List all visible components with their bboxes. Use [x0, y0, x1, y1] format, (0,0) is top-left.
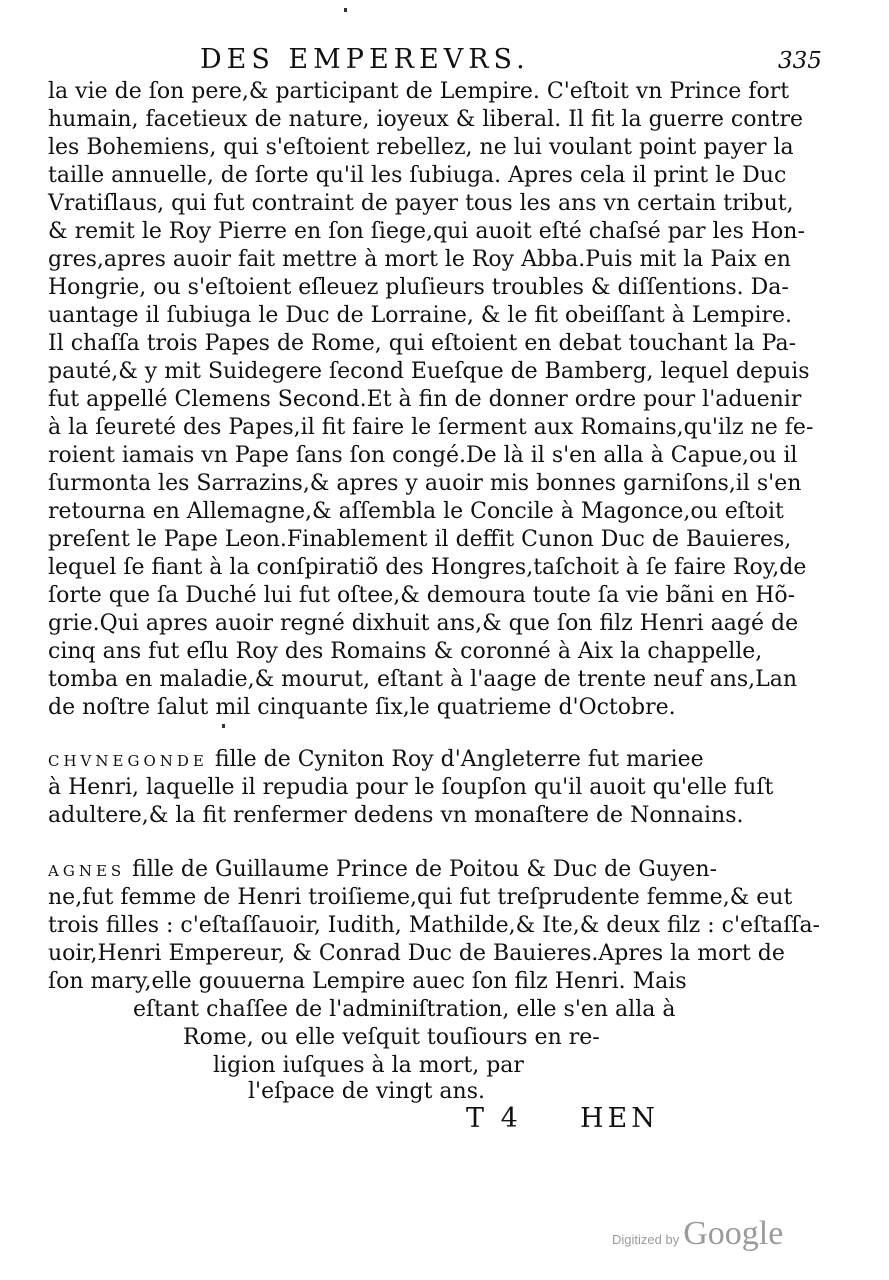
text-line: ſurmonta les Sarrazins,& apres y auoir mis bonnes garniſons,il s'en	[48, 471, 802, 496]
text-line: à Henri, laquelle il repudia pour le ſoupſon qu'il auoit qu'elle fuſt	[48, 775, 774, 800]
text-line: roient iamais vn Pape ſans ſon congé.De là il s'en alla à Capue,ou il	[48, 443, 798, 468]
text-line: taille annuelle, de ſorte qu'il les ſubiuga. Apres cela il print le Duc	[48, 163, 787, 188]
text-line: ne,fut femme de Henri troiſieme,qui fut treſprudente femme,& eut	[48, 885, 793, 910]
text-line: gres,apres auoir fait mettre à mort le Roy Abba.Puis mit la Paix en	[48, 247, 791, 272]
text-line	[48, 856, 718, 885]
text-line: grie.Qui apres auoir regné dixhuit ans,& que ſon filz Henri aagé de	[48, 611, 799, 636]
google-logo: Google	[683, 1215, 784, 1252]
entry-name: AGNES	[48, 862, 126, 880]
text-line: pauté,& y mit Suidegere ſecond Eueſque de Bamberg, lequel depuis	[48, 359, 810, 384]
text-line: fut appellé Clemens Second.Et à fin de donner ordre pour l'aduenir	[48, 387, 802, 412]
taper-line: l'eſpace de vingt ans.	[248, 1079, 485, 1104]
taper-line: ligion iuſques à la mort, par	[213, 1053, 524, 1078]
text-line: lequel ſe fiant à la conſpiratiõ des Hongres,taſchoit à ſe faire Roy,de	[48, 555, 807, 580]
digitized-by-google-watermark	[612, 1215, 783, 1253]
text-line: Vratiſlaus, qui fut contraint de payer tous les ans vn certain tribut,	[48, 191, 794, 216]
text-line: adultere,& la fit renfermer dedens vn monaſtere de Nonnains.	[48, 803, 744, 828]
text-line: de noſtre ſalut mil cinquante ſix,le quatrieme d'Octobre.	[48, 695, 676, 720]
text-line: ſorte que ſa Duché lui fut oſtee,& demoura toute ſa vie bãni en Hõ-	[48, 583, 796, 608]
text-line	[48, 746, 704, 775]
entry-text: fille de Guillaume Prince de Poitou & Duc de Guyen-	[132, 857, 718, 882]
entry-name: CHVNEGONDE	[48, 752, 208, 770]
text-line: uoir,Henri Empereur, & Conrad Duc de Bauieres.Apres la mort de	[48, 941, 785, 966]
ink-speck	[222, 724, 225, 728]
page-number: 335	[778, 48, 822, 74]
text-line: trois filles : c'eſtaſſauoir, Iudith, Mathilde,& Ite,& deux filz : c'eſtaſſa-	[48, 913, 820, 938]
text-line: Hongrie, ou s'eſtoient eſleuez pluſieurs troubles & diſſentions. Da-	[48, 275, 789, 300]
running-title: DES EMPEREVRS.	[200, 44, 530, 75]
text-line: & remit le Roy Pierre en ſon ſiege,qui auoit eſté chaſsé par les Hon-	[48, 219, 805, 244]
entry-text: fille de Cyniton Roy d'Angleterre fut mariee	[214, 747, 704, 772]
taper-line: Rome, ou elle veſquit touſiours en re-	[183, 1025, 600, 1050]
text-line: les Bohemiens, qui s'eſtoient rebellez, ne lui voulant point payer la	[48, 135, 794, 160]
signature-mark: T 4	[466, 1103, 522, 1134]
ink-speck	[344, 8, 347, 12]
text-line: ſon mary,elle gouuerna Lempire auec ſon filz Henri. Mais	[48, 969, 687, 994]
text-line: preſent le Pape Leon.Finablement il deffit Cunon Duc de Bauieres,	[48, 527, 792, 552]
text-line: tomba en maladie,& mourut, eſtant à l'aage de trente neuf ans,Lan	[48, 667, 798, 692]
text-line: cinq ans fut eſlu Roy des Romains & coronné à Aix la chappelle,	[48, 639, 763, 664]
taper-line: eſtant chaſſee de l'adminiſtration, elle s'en alla à	[133, 997, 676, 1022]
text-line: la vie de ſon pere,& participant de Lempire. C'eſtoit vn Prince fort	[48, 79, 790, 104]
text-line: à la ſeureté des Papes,il fit faire le ſerment aux Romains,qu'ilz ne fe-	[48, 415, 814, 440]
text-line: Il chaſſa trois Papes de Rome, qui eſtoient en debat touchant la Pa-	[48, 331, 797, 356]
watermark-prefix: Digitized by	[612, 1232, 680, 1247]
text-line: uantage il ſubiuga le Duc de Lorraine, & le fit obeiſſant à Lempire.	[48, 303, 793, 328]
text-line: retourna en Allemagne,& aſſembla le Concile à Magonce,ou eſtoit	[48, 499, 784, 524]
text-line: humain, facetieux de nature, ioyeux & liberal. Il fit la guerre contre	[48, 107, 803, 132]
catchword: HEN	[580, 1103, 659, 1134]
